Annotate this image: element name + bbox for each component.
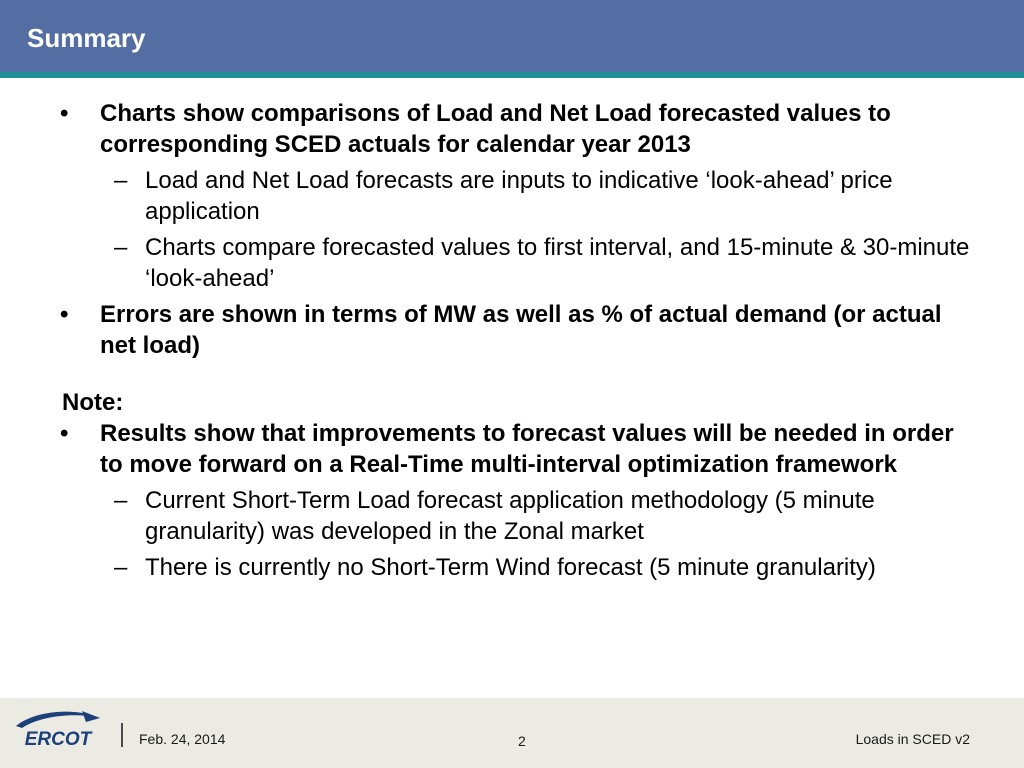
title-accent-stripe — [0, 72, 1024, 78]
svg-text:ERCOT: ERCOT — [24, 729, 92, 750]
dash-marker: – — [114, 234, 128, 261]
bullet-item — [58, 418, 978, 480]
bullet-text: Charts show comparisons of Load and Net Load forecasted values to corresponding SCED actuals for calendar year 2013 — [100, 100, 891, 158]
sub-bullet-text: Current Short-Term Load forecast application methodology (5 minute granularity) was developed in the Zonal market — [145, 487, 875, 545]
title-bar — [0, 0, 1024, 72]
sub-bullet-text: Charts compare forecasted values to first interval, and 15-minute & 30-minute ‘look-ahead’ — [145, 234, 970, 292]
note-label: Note: — [62, 389, 124, 416]
slide-content — [58, 98, 978, 583]
bullet-item — [58, 98, 978, 160]
bullet-text: Results show that improvements to forecast values will be needed in order to move forward on a Real-Time multi-interval optimization framework — [100, 420, 954, 478]
bullet-marker: • — [60, 100, 69, 127]
footer-date: Feb. 24, 2014 — [139, 731, 226, 747]
footer-divider — [121, 723, 123, 747]
sub-bullet-item — [58, 232, 978, 294]
sub-bullet-item — [58, 552, 978, 583]
sub-bullet-item — [58, 485, 978, 547]
bullet-marker: • — [60, 420, 69, 447]
dash-marker: – — [114, 554, 128, 581]
slide-title: Summary — [27, 23, 146, 53]
dash-marker: – — [114, 487, 128, 514]
bullet-marker: • — [60, 301, 69, 328]
sub-bullet-text: There is currently no Short-Term Wind forecast (5 minute granularity) — [145, 554, 876, 581]
dash-marker: – — [114, 167, 128, 194]
footer-document-title: Loads in SCED v2 — [855, 731, 970, 747]
sub-bullet-item — [58, 165, 978, 227]
page-number: 2 — [518, 733, 526, 749]
sub-bullet-text: Load and Net Load forecasts are inputs to indicative ‘look-ahead’ price application — [145, 167, 893, 225]
ercot-logo — [12, 708, 104, 752]
bullet-item — [58, 299, 978, 361]
bullet-text: Errors are shown in terms of MW as well as % of actual demand (or actual net load) — [100, 301, 942, 359]
